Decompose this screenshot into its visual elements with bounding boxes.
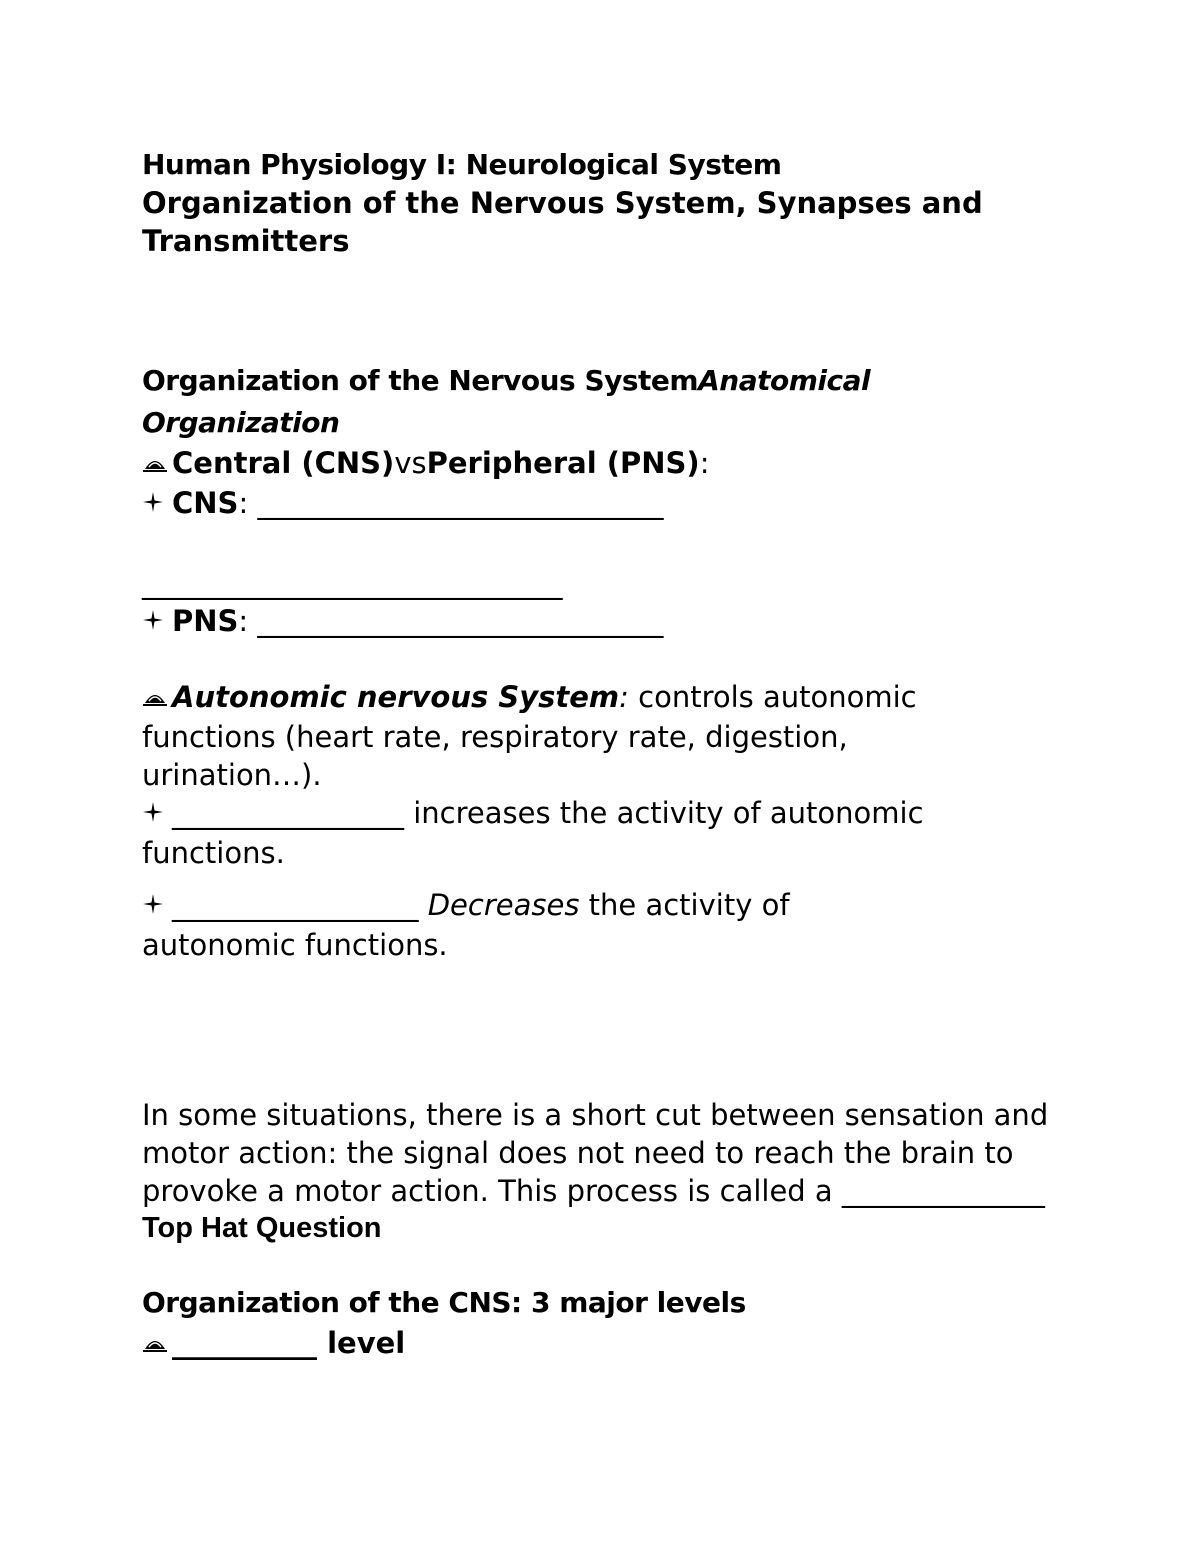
pns-label: PNS [172, 604, 239, 638]
level-bullet [142, 1324, 1072, 1364]
cns-blank: : ____________________________ [238, 486, 664, 520]
pns-bullet [142, 602, 1072, 642]
pns-blank: : ____________________________ [238, 604, 664, 638]
bullet-cns-vs-pns [142, 444, 1072, 484]
section-heading-cns-levels: Organization of the CNS: 3 major levels [142, 1286, 746, 1319]
reflex-paragraph: In some situations, there is a short cut between sensation and motor action: the signal does not need to reach the brain to provoke a motor action. This process is called a ______________ [142, 1098, 1049, 1208]
document-title: Human Physiology I: Neurological System [142, 148, 782, 181]
central-label: Central (CNS) [172, 446, 395, 480]
cns-blank-line-2: _____________________________ [142, 566, 563, 600]
section-heading-italic: Anatomical Organization [142, 364, 871, 439]
bell-bullet-icon [142, 446, 172, 484]
bell-bullet-icon [142, 1326, 172, 1364]
peripheral-label: Peripheral (PNS) [426, 446, 700, 480]
level-text: level [317, 1326, 406, 1360]
star-bullet-icon [142, 486, 172, 524]
star-bullet-icon [142, 796, 172, 834]
section-heading-organization [142, 360, 1042, 444]
increase-blank: ________________ [172, 796, 404, 830]
autonomic-paragraph [142, 678, 1022, 794]
colon: : [699, 446, 710, 480]
autonomic-title: Autonomic nervous System [172, 680, 620, 714]
star-bullet-icon [142, 888, 172, 926]
cns-label: CNS [172, 486, 239, 520]
autonomic-colon: : [619, 680, 629, 714]
increase-bullet [142, 794, 1042, 872]
cns-bullet [142, 484, 1072, 524]
bell-bullet-icon [142, 680, 172, 718]
decrease-italic: Decreases [427, 888, 580, 922]
autonomic-text: controls autonomic functions (heart rate, respiratory rate, digestion, urination…). [142, 680, 917, 792]
decrease-bullet [142, 886, 942, 964]
vs-label: vs [394, 446, 427, 480]
document-subtitle: Organization of the Nervous System, Synapses and Transmitters [142, 186, 983, 258]
increase-text: increases the activity of autonomic functions. [142, 796, 924, 870]
top-hat-question: Top Hat Question [142, 1212, 382, 1244]
decrease-blank: _________________ [172, 888, 419, 922]
level-blank: __________ [172, 1326, 317, 1360]
decrease-text: the activity of autonomic functions. [142, 888, 790, 962]
document-page [142, 146, 1072, 1364]
section-heading-bold: Organization of the Nervous System [142, 364, 699, 397]
star-bullet-icon [142, 604, 172, 642]
